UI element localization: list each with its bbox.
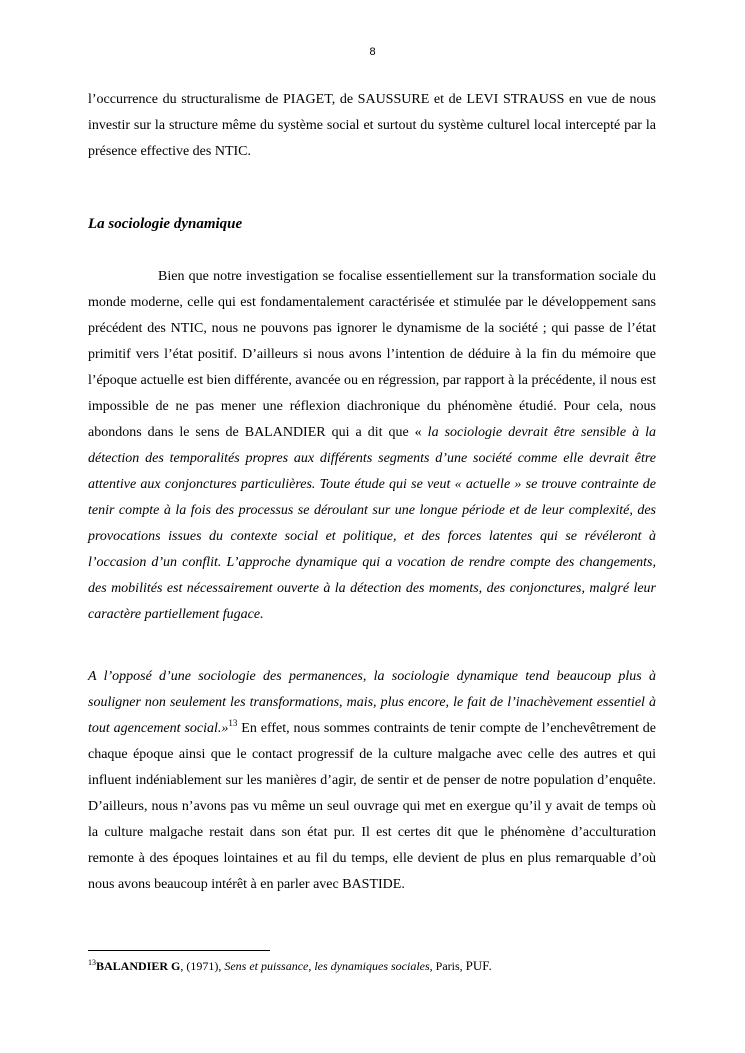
- section-heading: La sociologie dynamique: [88, 216, 243, 232]
- footnote-number: 13: [88, 958, 96, 967]
- footnote-title: Sens et puissance, les dynamiques sociales: [224, 959, 430, 973]
- footnote-author: BALANDIER G: [96, 959, 181, 973]
- footnote: [88, 958, 492, 974]
- footnote-separator: [88, 950, 270, 951]
- page-number: 8: [369, 46, 376, 58]
- paragraph-quote-continuation: [88, 664, 656, 898]
- footnote-place: , Paris,: [429, 959, 466, 973]
- footnote-publisher: PUF.: [465, 958, 492, 973]
- balandier-quote-end: A l’opposé d’une sociologie des permanences, la sociologie dynamique tend beaucoup plus à souligner non seulement les transformations, mais, plus encore, le fait de l’inachèvement essentiel à tout agencement social.»: [88, 669, 656, 736]
- balandier-quote: la sociologie devrait être sensible à la détection des temporalités propres aux différents segments d’une société comme elle devrait être attentive aux conjonctures particulières. Toute étude qui se veut « actuelle » se trouve contrainte de tenir compte à la fois des processus se déroulant sur une longue période et de leur complexité, des provocations issues du contexte social et politique, et des forces latentes qui se révéleront à l’occasion d’un conflit. L’approche dynamique qui a vocation de rendre compte des changements, des mobilités est nécessairement ouverte à la détection des moments, des conjonctures, malgré leur caractère partiellement fugace.: [88, 425, 656, 622]
- paragraph-text: En effet, nous sommes contraints de tenir compte de l’enchevêtrement de chaque époque ainsi que le contact progressif de la culture malgache avec celle des autres et qui influent indéniablement sur les manières d’agir, de sentir et de penser de notre population d’enquête. D’ailleurs, nous n’avons pas vu même un seul ouvrage qui met en exergue qu’il y avait de temps où la culture malgache restait dans son état pur. Il est certes dit que le phénomène d’acculturation remonte à des époques lointaines et au fil du temps, elle devient de plus en plus remarquable d’où nous avons beaucoup intérêt à en parler avec BASTIDE.: [88, 721, 657, 892]
- footnote-reference[interactable]: 13: [228, 718, 238, 728]
- footnote-year: , (1971),: [180, 959, 225, 973]
- paragraph-dynamic-sociology: [88, 264, 656, 628]
- paragraph-intro-text: l’occurrence du structuralisme de PIAGET, de SAUSSURE et de LEVI STRAUSS en vue de nous investir sur la structure même du système social et surtout du système culturel local intercepté par la présence effective des NTIC.: [88, 92, 656, 159]
- paragraph-text: Bien que notre investigation se focalise essentiellement sur la transformation sociale du monde moderne, celle qui est fondamentalement caractérisée et stimulée par le développement sans précédent des NTIC, nous ne pouvons pas ignorer le dynamisme de la société ; qui passe de l’état primitif vers l’état positif. D’ailleurs si nous avons l’intention de déduire à la fin du mémoire que l’époque actuelle est bien différente, avancée ou en régression, par rapport à la précédente, il nous est impossible de ne pas mener une réflexion diachronique du phénomène étudié. Pour cela, nous abondons dans le sens de BALANDIER qui a dit que «: [88, 269, 656, 440]
- paragraph-intro: [88, 87, 656, 165]
